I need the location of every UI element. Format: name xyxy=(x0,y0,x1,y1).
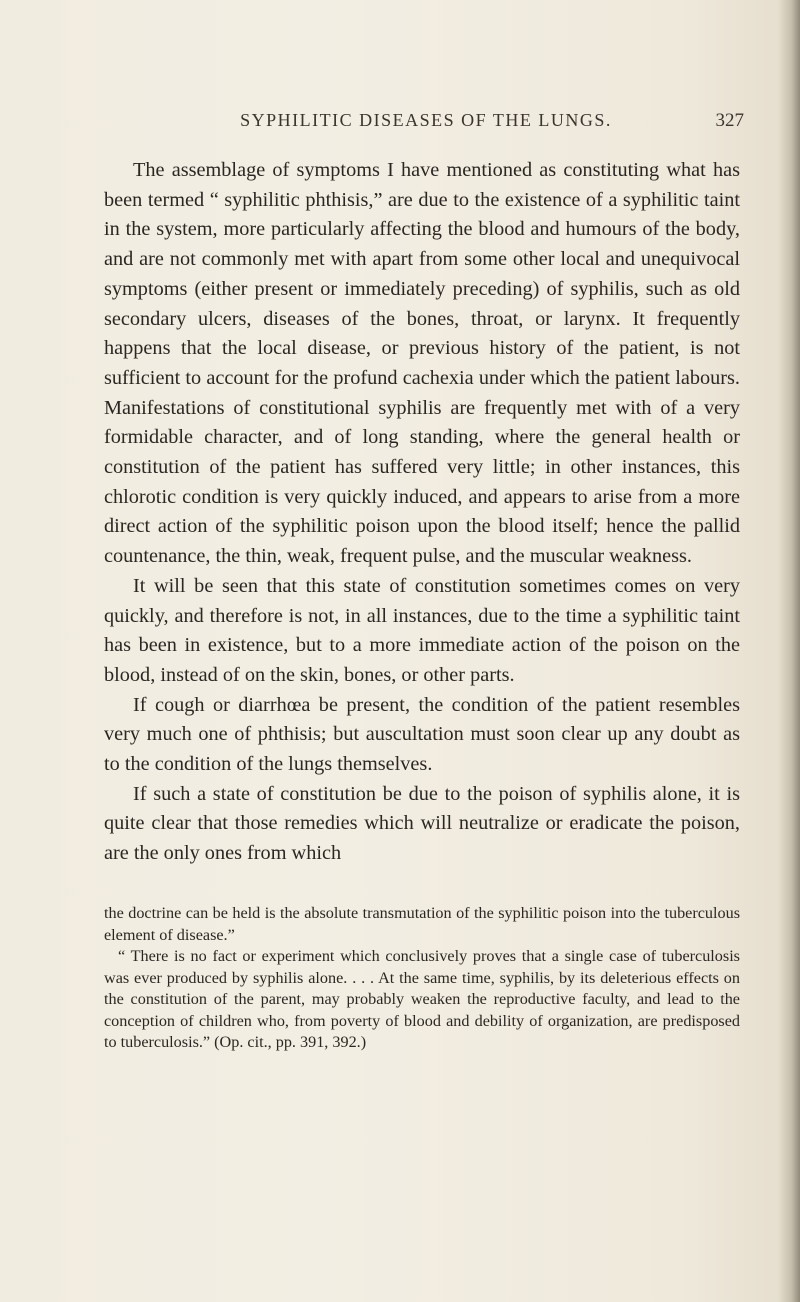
page-number: 327 xyxy=(715,110,744,131)
page-header xyxy=(146,110,744,134)
footnote-continuation: the doctrine can be held is the absolute transmutation of the syphilitic poison into the tuberculous element of disease.” xyxy=(104,904,740,944)
paragraph: It will be seen that this state of constitution sometimes comes on very quickly, and therefore is not, in all instances, due to the time a syphilitic taint has been in existence, but to a more immediate action of the poison on the blood, instead of on the skin, bones, or other parts. xyxy=(104,574,740,686)
main-text xyxy=(104,156,740,869)
footnote-quote: “ There is no fact or experiment which conclusively proves that a single case of tuberculosis was ever produced by syphilis alone. . . . At the same time, syphilis, by its deleterious effects on the constitution of the parent, may probably weaken the reproductive faculty, and lead to the conception of children who, from poverty of blood and debility of organization, are predisposed to tuberculosis.” (Op. cit., pp. 391, 392.) xyxy=(104,947,740,1051)
page-edge-shadow xyxy=(778,0,800,1302)
paragraph: The assemblage of symptoms I have mentioned as constituting what has been termed “ syphilitic phthisis,” are due to the existence of a syphilitic taint in the system, more particularly affecting the blood and humours of the body, and are not commonly met with apart from some other local and unequivocal symptoms (either present or immediately preceding) of syphilis, such as old secondary ulcers, diseases of the bones, throat, or larynx. It frequently happens that the local disease, or previous history of the patient, is not sufficient to account for the profund cachexia under which the patient labours. Manifestations of constitutional syphilis are frequently met with of a very formidable character, and of long standing, where the general health or constitution of the patient has suffered very little; in other instances, this chlorotic condition is very quickly induced, and appears to arise from a more direct action of the syphilitic poison upon the blood itself; hence the pallid countenance, the thin, weak, frequent pulse, and the muscular weakness. xyxy=(104,159,740,568)
paragraph: If cough or diarrhœa be present, the condition of the patient resembles very much one of phthisis; but auscultation must soon clear up any doubt as to the condition of the lungs themselves. xyxy=(104,693,740,776)
running-head: SYPHILITIC DISEASES OF THE LUNGS. xyxy=(240,110,612,130)
footnote-block xyxy=(104,903,740,1054)
paragraph: If such a state of constitution be due to the poison of syphilis alone, it is quite clear that those remedies which will neutralize or eradicate the poison, are the only ones from which xyxy=(104,782,740,865)
